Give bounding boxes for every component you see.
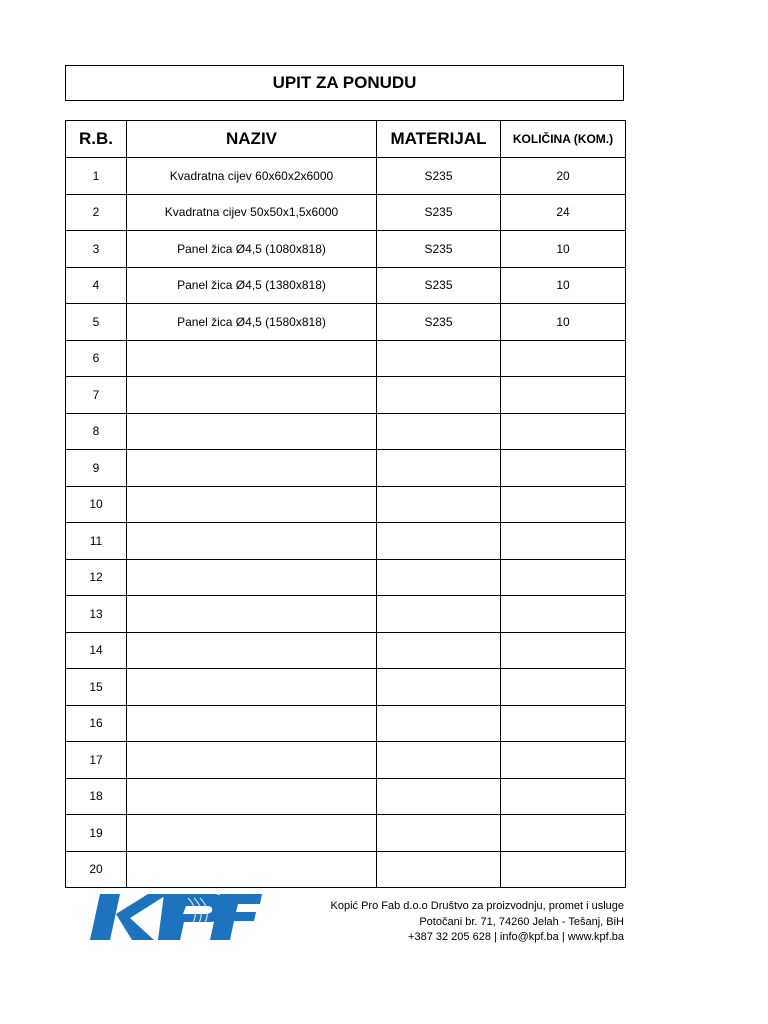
cell-rb: 13 xyxy=(66,596,127,633)
header-naziv: NAZIV xyxy=(127,121,377,158)
cell-naziv: Kvadratna cijev 50x50x1,5x6000 xyxy=(127,194,377,231)
cell-kolicina xyxy=(501,851,626,888)
cell-naziv xyxy=(127,450,377,487)
cell-rb: 6 xyxy=(66,340,127,377)
cell-materijal: S235 xyxy=(377,158,501,195)
cell-materijal: S235 xyxy=(377,231,501,268)
cell-materijal: S235 xyxy=(377,267,501,304)
cell-rb: 8 xyxy=(66,413,127,450)
cell-naziv xyxy=(127,413,377,450)
company-info xyxy=(260,894,640,944)
cell-materijal xyxy=(377,815,501,852)
cell-naziv xyxy=(127,632,377,669)
table-row xyxy=(66,596,626,633)
cell-rb: 15 xyxy=(66,669,127,706)
cell-naziv xyxy=(127,377,377,414)
cell-kolicina: 24 xyxy=(501,194,626,231)
company-address: Potočani br. 71, 74260 Jelah - Tešanj, BiH xyxy=(419,915,624,928)
cell-materijal xyxy=(377,851,501,888)
header-kolicina: KOLIČINA (KOM.) xyxy=(501,121,626,158)
cell-kolicina xyxy=(501,778,626,815)
table-row xyxy=(66,158,626,195)
cell-materijal xyxy=(377,413,501,450)
cell-kolicina xyxy=(501,705,626,742)
table-row xyxy=(66,632,626,669)
table-row xyxy=(66,778,626,815)
cell-rb: 16 xyxy=(66,705,127,742)
cell-materijal xyxy=(377,705,501,742)
cell-materijal xyxy=(377,377,501,414)
cell-kolicina xyxy=(501,742,626,779)
cell-rb: 7 xyxy=(66,377,127,414)
cell-naziv xyxy=(127,815,377,852)
cell-naziv: Panel žica Ø4,5 (1380x818) xyxy=(127,267,377,304)
cell-materijal: S235 xyxy=(377,194,501,231)
cell-kolicina xyxy=(501,377,626,414)
table-row xyxy=(66,267,626,304)
cell-naziv xyxy=(127,742,377,779)
header-rb: R.B. xyxy=(66,121,127,158)
cell-naziv xyxy=(127,596,377,633)
table-row xyxy=(66,669,626,706)
cell-rb: 14 xyxy=(66,632,127,669)
cell-naziv xyxy=(127,778,377,815)
cell-kolicina: 10 xyxy=(501,304,626,341)
cell-naziv xyxy=(127,340,377,377)
cell-materijal xyxy=(377,450,501,487)
table-row xyxy=(66,705,626,742)
cell-naziv xyxy=(127,851,377,888)
cell-naziv xyxy=(127,705,377,742)
cell-rb: 19 xyxy=(66,815,127,852)
document-title: UPIT ZA PONUDU xyxy=(65,65,624,101)
cell-kolicina xyxy=(501,486,626,523)
cell-kolicina: 10 xyxy=(501,267,626,304)
cell-rb: 10 xyxy=(66,486,127,523)
cell-materijal xyxy=(377,523,501,560)
cell-kolicina xyxy=(501,523,626,560)
cell-rb: 18 xyxy=(66,778,127,815)
table-row xyxy=(66,413,626,450)
cell-naziv: Kvadratna cijev 60x60x2x6000 xyxy=(127,158,377,195)
cell-materijal xyxy=(377,559,501,596)
cell-naziv: Panel žica Ø4,5 (1080x818) xyxy=(127,231,377,268)
cell-rb: 3 xyxy=(66,231,127,268)
cell-naziv xyxy=(127,486,377,523)
table-row xyxy=(66,450,626,487)
cell-kolicina: 20 xyxy=(501,158,626,195)
cell-materijal xyxy=(377,340,501,377)
cell-kolicina: 10 xyxy=(501,231,626,268)
cell-kolicina xyxy=(501,632,626,669)
cell-materijal xyxy=(377,486,501,523)
cell-rb: 5 xyxy=(66,304,127,341)
table-row xyxy=(66,742,626,779)
cell-materijal: S235 xyxy=(377,304,501,341)
cell-naziv xyxy=(127,669,377,706)
table-row xyxy=(66,377,626,414)
cell-rb: 12 xyxy=(66,559,127,596)
cell-kolicina xyxy=(501,450,626,487)
cell-materijal xyxy=(377,632,501,669)
table-row xyxy=(66,851,626,888)
cell-naziv xyxy=(127,523,377,560)
cell-rb: 2 xyxy=(66,194,127,231)
table-row xyxy=(66,194,626,231)
cell-materijal xyxy=(377,596,501,633)
cell-materijal xyxy=(377,778,501,815)
cell-rb: 20 xyxy=(66,851,127,888)
cell-kolicina xyxy=(501,596,626,633)
table-row xyxy=(66,486,626,523)
cell-rb: 1 xyxy=(66,158,127,195)
company-contact: +387 32 205 628 | info@kpf.ba | www.kpf.ba xyxy=(408,931,624,943)
cell-kolicina xyxy=(501,815,626,852)
cell-rb: 17 xyxy=(66,742,127,779)
kpf-logo xyxy=(86,892,264,942)
cell-materijal xyxy=(377,742,501,779)
cell-kolicina xyxy=(501,340,626,377)
items-table xyxy=(65,120,626,888)
table-row xyxy=(66,231,626,268)
header-materijal: MATERIJAL xyxy=(377,121,501,158)
cell-rb: 4 xyxy=(66,267,127,304)
company-name: Kopić Pro Fab d.o.o Društvo za proizvodnju, promet i usluge xyxy=(330,900,624,912)
table-row xyxy=(66,559,626,596)
cell-kolicina xyxy=(501,669,626,706)
cell-rb: 9 xyxy=(66,450,127,487)
cell-materijal xyxy=(377,669,501,706)
cell-naziv xyxy=(127,559,377,596)
cell-kolicina xyxy=(501,559,626,596)
table-row xyxy=(66,340,626,377)
table-row xyxy=(66,815,626,852)
table-header-row xyxy=(66,121,626,158)
cell-kolicina xyxy=(501,413,626,450)
cell-rb: 11 xyxy=(66,523,127,560)
cell-naziv: Panel žica Ø4,5 (1580x818) xyxy=(127,304,377,341)
table-row xyxy=(66,523,626,560)
table-row xyxy=(66,304,626,341)
